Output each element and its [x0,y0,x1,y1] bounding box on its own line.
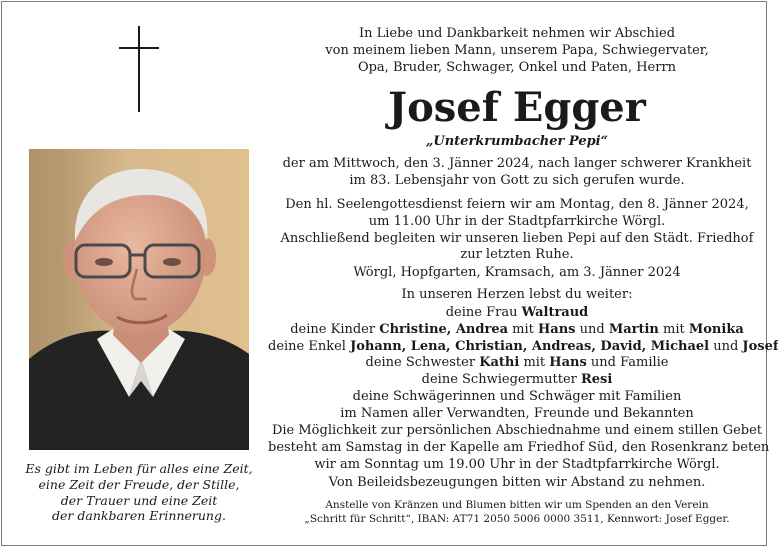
family-name: Resi [580,372,613,388]
family-name: Hans [538,321,576,337]
intro-line: In Liebe und Dankbarkeit nehmen wir Abschied [358,26,676,41]
farewell-line: Die Möglichkeit zur persönlichen Abschiednahme und einem stillen Gebet [271,423,763,438]
quote-line: der dankbaren Erinnerung. [52,508,226,524]
family-prefix: deine Schwester [365,355,480,371]
family-name: Josef [742,338,778,354]
family-name: Hans [549,355,587,371]
farewell-notice [268,423,770,473]
obituary-card [1,1,778,546]
quote-line: Es gibt im Leben für alles eine Zeit, [25,461,253,476]
family-name: Waltraud [521,305,589,320]
family-wife [268,305,766,322]
family-in-laws: deine Schwägerinnen und Schwäger mit Familien [352,388,682,404]
family-prefix: deine Kinder [290,321,380,337]
family-connector: und [709,338,743,354]
condolence-note: Von Beileidsbezeugungen bitten wir Abstand zu nehmen. [328,475,706,490]
family-name: Christine, Andrea [379,321,509,337]
family-name: Monika [688,321,744,337]
quote [12,461,266,524]
farewell-line: wir am Sonntag um 19.00 Uhr in der Stadtpfarrkirche Wörgl. [314,456,720,472]
place-date: Wörgl, Hopfgarten, Kramsach, am 3. Jänner 2024 [353,265,681,280]
family-grandchildren [268,338,778,356]
service-line: Den hl. Seelengottesdienst feiern wir am Montag, den 8. Jänner 2024, [285,197,749,212]
service-line: zur letzten Ruhe. [460,247,574,263]
family-prefix: deine Enkel [268,338,351,354]
quote-line: der Trauer und eine Zeit [60,492,218,508]
family-connector: mit [508,321,538,337]
family-name: Johann, Lena, Christian, Andreas, David, Michael [350,338,710,354]
donation-line: „Schritt für Schritt“, IBAN: AT71 2050 5006 0000 3511, Kennwort: Josef Egger. [304,513,730,525]
service-line: Anschließend begleiten wir unseren lieben Pepi auf den Städt. Friedhof [280,230,754,246]
family-prefix: deine Schwiegermutter [421,372,581,388]
intro-line: Opa, Bruder, Schwager, Onkel und Paten, Herrn [357,60,677,75]
family-relatives: im Namen aller Verwandten, Freunde und Bekannten [340,405,694,421]
quote-line: eine Zeit der Freude, der Stille, [38,476,240,492]
deceased-name: Josef Egger [388,84,646,131]
portrait-photo [29,149,249,450]
family-children [268,322,766,339]
donation-line: Anstelle von Kränzen und Blumen bitten wir um Spenden an den Verein [325,499,709,511]
cross-icon [119,26,159,112]
service-notice [268,197,766,264]
donation-note [268,498,766,526]
death-line: der am Mittwoch, den 3. Jänner 2024, nach langer schwerer Krankheit [282,156,752,171]
family-name: Kathi [479,355,520,371]
intro-line: von meinem lieben Mann, unserem Papa, Schwiegervater, [325,43,709,58]
family-connector: mit [519,355,550,371]
family-connector: und [575,321,609,337]
family-list [268,305,778,423]
farewell-line: besteht am Samstag in der Kapelle am Friedhof Süd, den Rosenkranz beten [268,439,770,455]
intro-text [268,25,766,76]
family-prefix: deine Frau [445,305,522,320]
death-line: im 83. Lebensjahr von Gott zu sich gerufen wurde. [349,172,685,188]
left-column [2,2,268,547]
family-sister [268,355,766,372]
family-mother-in-law [268,372,766,389]
family-suffix: und Familie [586,355,669,371]
death-notice [268,156,766,190]
service-line: um 11.00 Uhr in der Stadtpfarrkirche Wörgl. [368,213,666,229]
family-name: Martin [608,321,659,337]
nickname: „Unterkrumbacher Pepi“ [425,134,609,149]
family-connector: mit [658,321,689,337]
hearts-intro: In unseren Herzen lebst du weiter: [401,287,633,302]
